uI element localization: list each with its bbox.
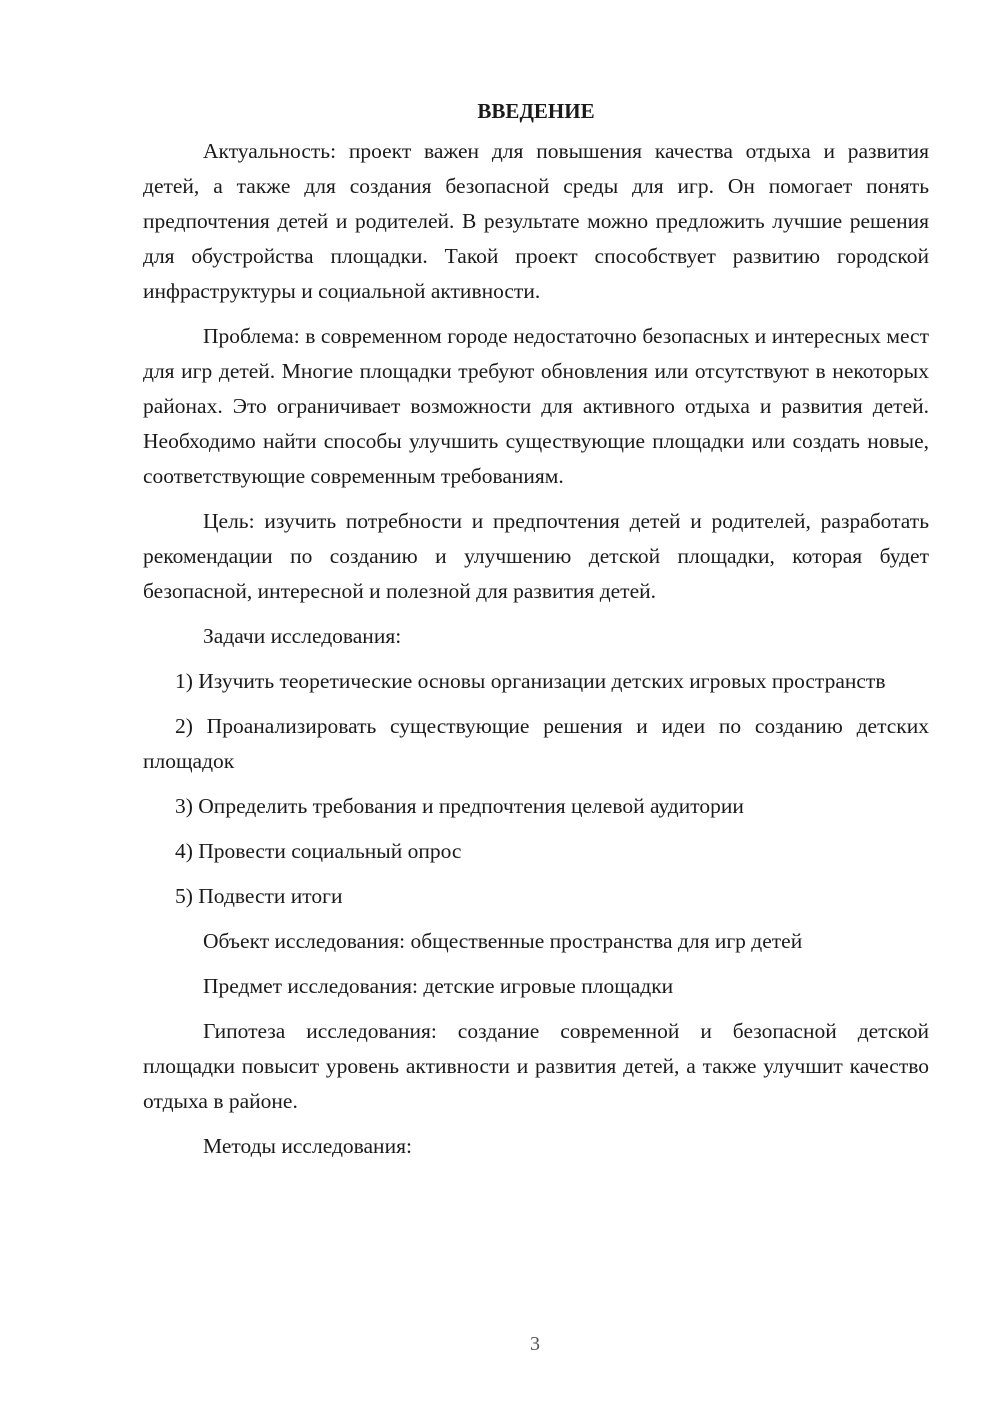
- problem-paragraph: Проблема: в современном городе недостаточно безопасных и интересных мест для игр детей. Многие площадки требуют обновления или отсутствуют в некоторых районах. Это ограничивает возможности для активного отдыха и развития детей. Необходимо найти способы улучшить существующие площадки или создать новые, соответствующие современным требованиям.: [143, 324, 929, 488]
- task-item-5: 5) Подвести итоги: [175, 884, 343, 908]
- page-content: [143, 94, 929, 1174]
- research-object: Объект исследования: общественные пространства для игр детей: [203, 929, 803, 953]
- page-number: 3: [530, 1333, 540, 1355]
- research-subject: Предмет исследования: детские игровые площадки: [203, 974, 674, 998]
- relevance-paragraph: Актуальность: проект важен для повышения качества отдыха и развития детей, а также для создания безопасной среды для игр. Он помогает понять предпочтения детей и родителей. В результате можно предложить лучшие решения для обустройства площадки. Такой проект способствует развитию городской инфраструктуры и социальной активности.: [143, 139, 929, 303]
- tasks-heading: Задачи исследования:: [203, 624, 402, 648]
- task-item-2: 2) Проанализировать существующие решения и идеи по созданию детских площадок: [143, 714, 929, 773]
- methods-heading: Методы исследования:: [203, 1134, 412, 1158]
- task-item-4: 4) Провести социальный опрос: [175, 839, 462, 863]
- task-item-3: 3) Определить требования и предпочтения целевой аудитории: [175, 794, 744, 818]
- research-hypothesis: Гипотеза исследования: создание современной и безопасной детской площадки повысит уровень активности и развития детей, а также улучшит качество отдыха в районе.: [143, 1019, 929, 1113]
- section-heading: ВВЕДЕНИЕ: [477, 99, 595, 123]
- goal-paragraph: Цель: изучить потребности и предпочтения детей и родителей, разработать рекомендации по созданию и улучшению детской площадки, которая будет безопасной, интересной и полезной для развития детей.: [143, 509, 929, 603]
- task-item-1: 1) Изучить теоретические основы организации детских игровых пространств: [175, 669, 886, 693]
